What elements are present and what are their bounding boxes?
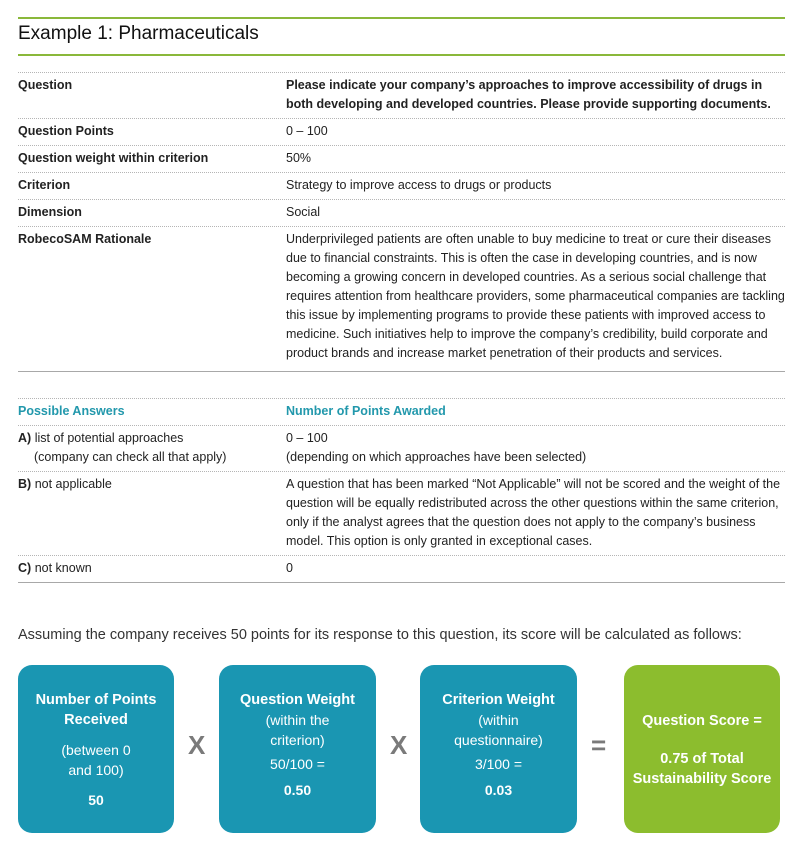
detail-value: Underprivileged patients are often unable to buy medicine to treat or cure their diseases due to financial constraints. This is often the case in developing countries, and is now becoming a growing concern in developed countries. As a serious social challenge that requires attention from healthcare providers, some pharmaceutical companies are tackling this issue by implementing programs to provide these patients with improved access to medicine. Such initiatives help to improve the company’s credibility, build corporate and product brands and increase market penetration of their products and services.	[286, 232, 785, 360]
page-title: Example 1: Pharmaceuticals	[18, 23, 259, 44]
detail-row-question	[18, 72, 785, 119]
answer-text: list of potential approaches	[34, 431, 184, 445]
box-value: 0.50	[283, 782, 312, 798]
detail-value: 50%	[286, 151, 312, 165]
box-calc: 50/100 =	[270, 756, 325, 772]
box-title: Number of Points Received	[35, 692, 157, 728]
multiply-operator: X	[188, 730, 206, 760]
detail-row-criterion	[18, 173, 785, 200]
answers-header-left: Possible Answers	[18, 404, 125, 418]
detail-row-points	[18, 119, 785, 146]
criterion-weight-box	[420, 665, 577, 833]
answer-value: 0	[286, 561, 293, 575]
answer-points-note: (depending on which approaches have been selected)	[286, 450, 587, 464]
box-value: 0.03	[484, 782, 513, 798]
detail-label: Question	[18, 78, 73, 92]
answer-value: A question that has been marked “Not Applicable” will not be scored and the weight of the question will be equally redistributed across the other questions within the same criterion, only if the analyst agrees that the question does not apply to the company’s business model. This option is only granted in exceptional cases.	[286, 477, 781, 548]
top-rule	[18, 17, 785, 19]
box-sub: (within questionnaire)	[454, 712, 543, 748]
box-title: Question Score =	[642, 713, 762, 729]
equals-operator: =	[591, 730, 607, 760]
answer-label	[18, 475, 286, 551]
detail-label: Question Points	[18, 124, 114, 138]
box-sub: (within the criterion)	[265, 712, 330, 748]
question-weight-box	[219, 665, 376, 833]
detail-value: Strategy to improve access to drugs or products	[286, 178, 552, 192]
details-table	[18, 72, 785, 372]
answers-header-right: Number of Points Awarded	[286, 404, 446, 418]
detail-label: Question weight within criterion	[18, 151, 209, 165]
detail-label: RobecoSAM Rationale	[18, 232, 152, 246]
summary-text: Assuming the company receives 50 points for its response to this question, its score will be calculated as follows:	[18, 627, 742, 643]
detail-row-rationale	[18, 227, 785, 372]
detail-label: Criterion	[18, 178, 71, 192]
answer-row-c	[18, 556, 785, 583]
box-title: Criterion Weight	[442, 692, 555, 708]
box-sub: (between 0 and 100)	[61, 742, 131, 778]
multiply-operator: X	[390, 730, 408, 760]
answer-letter: B)	[18, 477, 32, 491]
detail-value: 0 – 100	[286, 124, 328, 138]
answers-table	[18, 398, 785, 583]
answer-row-b	[18, 472, 785, 556]
detail-value: Social	[286, 205, 321, 219]
answer-value	[286, 429, 785, 467]
answer-points: 0 – 100	[286, 431, 328, 445]
answers-header	[18, 398, 785, 426]
answer-text: not known	[34, 561, 92, 575]
answer-row-a	[18, 426, 785, 472]
answer-letter: C)	[18, 561, 32, 575]
answer-text: not applicable	[34, 477, 112, 491]
box-value: 50	[88, 792, 104, 808]
box-calc: 3/100 =	[474, 756, 523, 772]
answer-label	[18, 559, 286, 578]
detail-row-weight	[18, 146, 785, 173]
detail-row-dimension	[18, 200, 785, 227]
answer-letter: A)	[18, 431, 32, 445]
answer-note: (company can check all that apply)	[34, 450, 227, 464]
box-value: 0.75 of Total Sustainability Score	[632, 751, 772, 787]
question-score-box	[624, 665, 780, 833]
box-title: Question Weight	[240, 692, 355, 708]
detail-value: Please indicate your company’s approaches to improve accessibility of drugs in both developing and developed countries. Please provide supporting documents.	[286, 78, 771, 111]
points-received-box	[18, 665, 174, 833]
title-rule	[18, 54, 785, 56]
answer-label	[18, 429, 286, 467]
detail-label: Dimension	[18, 205, 82, 219]
